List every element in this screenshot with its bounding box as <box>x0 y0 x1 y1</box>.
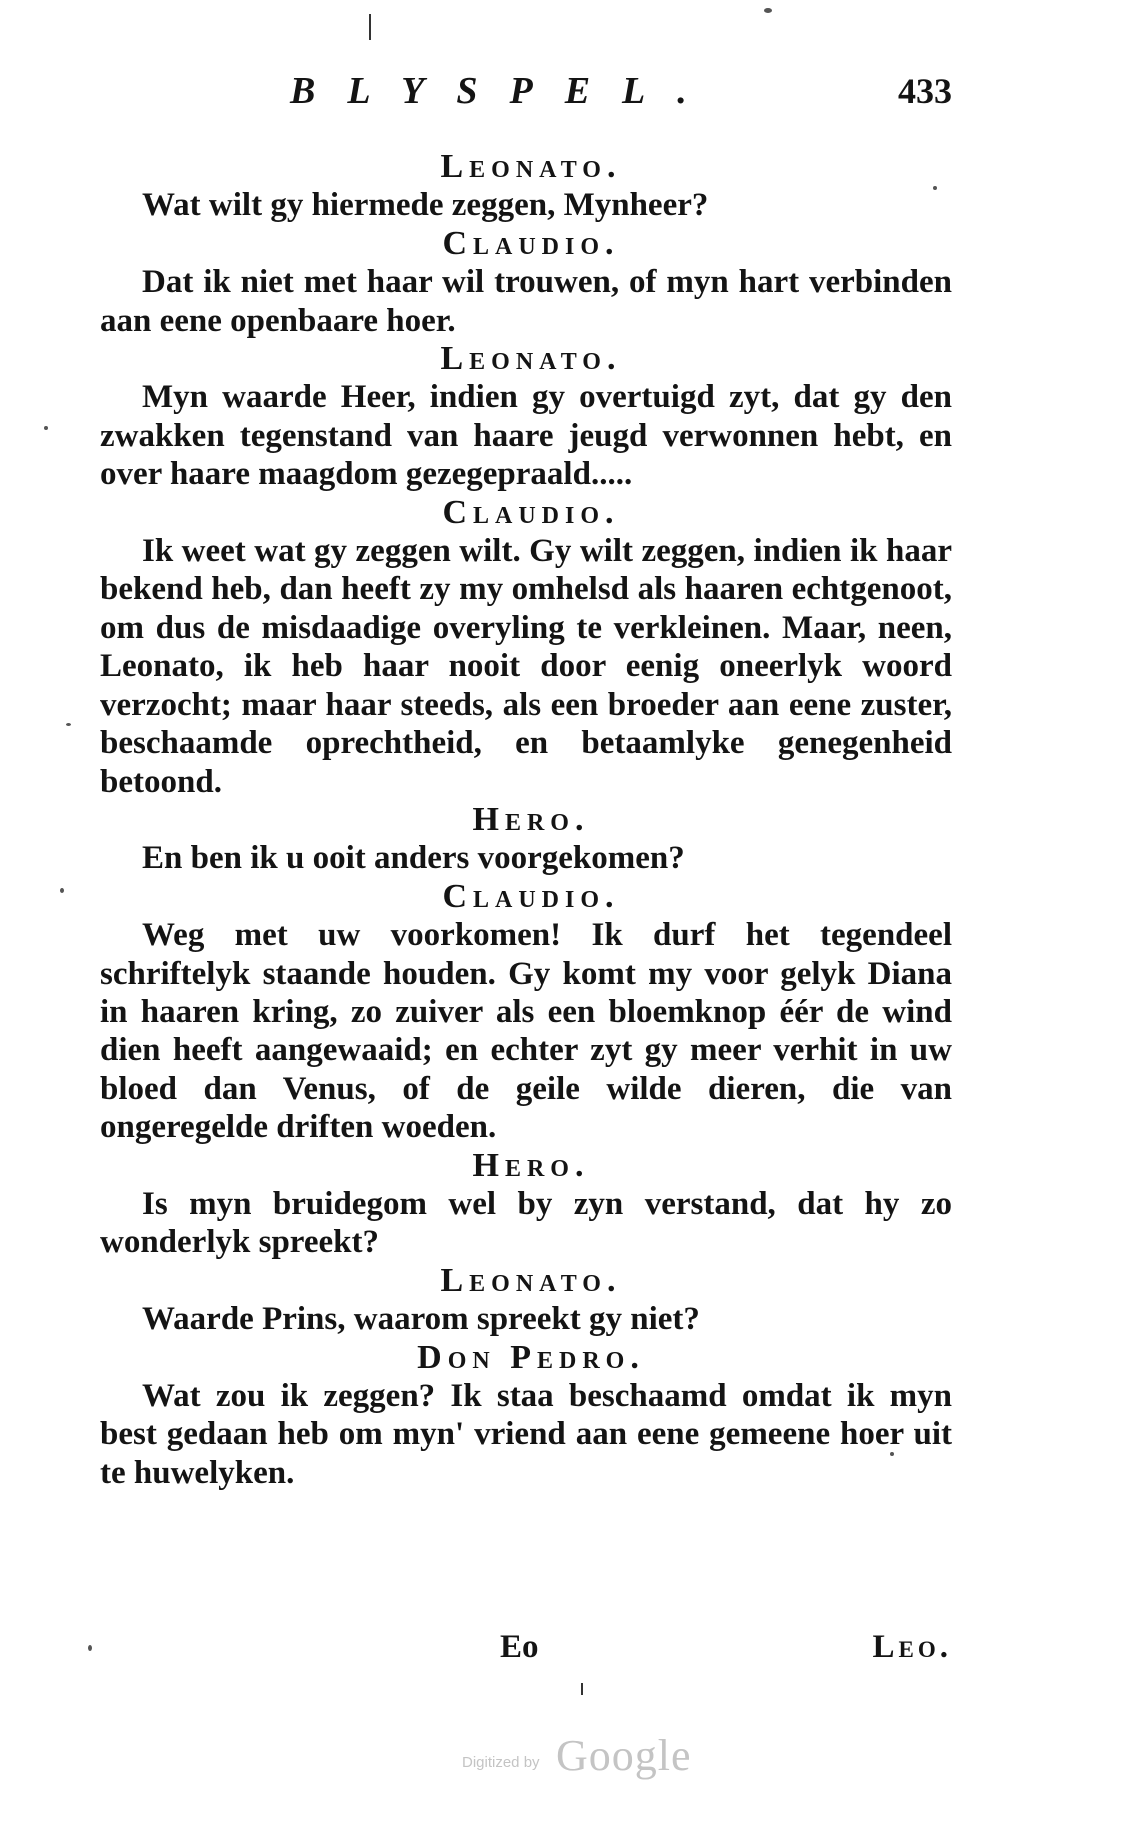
speech-text: Dat ik niet met haar wil trouwen, of myn hart verbinden aan eene openbaare hoer. <box>100 264 952 339</box>
passage <box>100 148 952 225</box>
speaker-name: Leonato. <box>440 340 622 378</box>
passage <box>100 225 952 340</box>
speaker-name: Hero. <box>472 800 590 838</box>
google-logo: Google <box>556 1731 692 1780</box>
page-footer <box>100 1625 952 1670</box>
ink-speck <box>890 1452 894 1456</box>
speaker-name: Claudio. <box>442 493 620 531</box>
speech-text: Myn waarde Heer, indien gy overtuigd zyt, dat gy den zwakken tegenstand van haare jeugd verwonnen hebt, en over haare maagdom gezegepraald..... <box>100 379 952 493</box>
speaker-name: Leonato. <box>440 148 622 185</box>
speaker-name: Don Pedro. <box>417 1338 645 1376</box>
passage <box>100 494 952 801</box>
watermark-prefix: Digitized by <box>462 1754 540 1771</box>
ink-speck <box>933 186 937 190</box>
play-text <box>100 148 952 1492</box>
passage <box>100 340 952 494</box>
ink-mark <box>581 1683 583 1695</box>
speech-text: Weg met uw voorkomen! Ik durf het tegendeel schriftelyk staande houden. Gy komt my voor gelyk Diana in haaren kring, zo zuiver als een bloemknop éér de wind dien heeft aangewaaid; en echter zyt gy meer verhit in uw bloed dan Venus, of de geile wilde dieren, die van ongeregelde driften woeden. <box>100 917 952 1146</box>
speech-text: Wat wilt gy hiermede zeggen, Mynheer? <box>142 187 709 224</box>
speech-text: Ik weet wat gy zeggen wilt. Gy wilt zeggen, indien ik haar bekend heb, dan heeft zy my omhelsd als haaren echtgenoot, om dus de misdaadige overyling te verkleinen. Maar, neen, Leonato, ik heb haar nooit door eenig oneerlyk woord verzocht; maar haar steeds, als een broeder aan eene zuster, beschaamde oprechtheid, en betaamlyke genegenheid betoond. <box>100 533 952 800</box>
speaker-name: Leonato. <box>440 1261 622 1299</box>
ink-speck <box>44 426 48 430</box>
ink-speck <box>60 888 64 893</box>
ink-speck <box>88 1645 92 1651</box>
ink-speck <box>66 723 71 726</box>
passage <box>100 1262 952 1339</box>
speaker-name: Hero. <box>472 1146 590 1184</box>
speech-text: Waarde Prins, waarom spreekt gy niet? <box>142 1301 700 1338</box>
running-head: BLYSPEL. <box>290 70 719 112</box>
digitization-watermark <box>462 1730 702 1790</box>
passage <box>100 1339 952 1493</box>
speech-text: Is myn bruidegom wel by zyn verstand, dat hy zo wonderlyk spreekt? <box>100 1185 952 1261</box>
speaker-name: Claudio. <box>442 224 620 262</box>
page-header <box>270 66 960 116</box>
speech-text: En ben ik u ooit anders voorgekomen? <box>142 840 685 877</box>
catchword: Leo. <box>872 1629 952 1665</box>
passage <box>100 1147 952 1262</box>
passage <box>100 878 952 1147</box>
ink-speck <box>764 8 772 13</box>
signature-mark: Eo <box>500 1629 539 1665</box>
passage <box>100 801 952 878</box>
page-number: 433 <box>898 71 952 111</box>
ink-mark <box>369 14 371 40</box>
speech-text: Wat zou ik zeggen? Ik staa beschaamd omdat ik myn best gedaan heb om myn' vriend aan eene gemeene hoer uit te huwelyken. <box>100 1378 952 1491</box>
speaker-name: Claudio. <box>442 877 620 915</box>
